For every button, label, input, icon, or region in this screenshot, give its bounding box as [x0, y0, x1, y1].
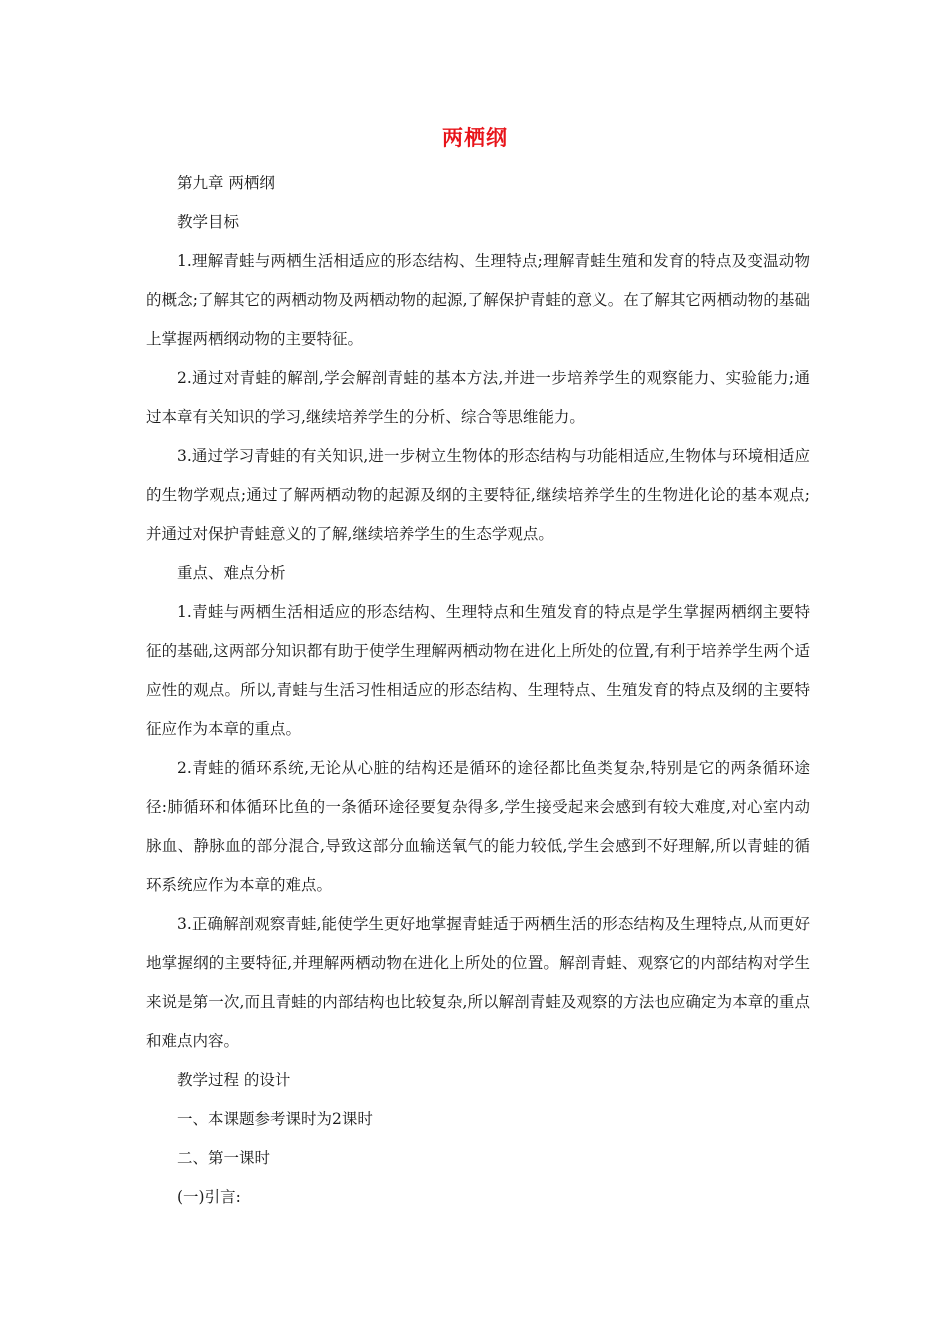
key-point-paragraph-1: 1.青蛙与两栖生活相适应的形态结构、生理特点和生殖发育的特点是学生掌握两栖纲主要特征的基础,这两部分知识都有助于使学生理解两栖动物在进化上所处的位置,有利于培养学生两个适应性的观点。所以,青蛙与生活习性相适应的形态结构、生理特点、生殖发育的特点及纲的主要特征应作为本章的重点。	[146, 603, 810, 738]
chapter-heading: 第九章 两栖纲	[177, 174, 275, 192]
key-point-paragraph-2: 2.青蛙的循环系统,无论从心脏的结构还是循环的途径都比鱼类复杂,特别是它的两条循环途径:肺循环和体循环比鱼的一条循环途径要复杂得多,学生接受起来会感到有较大难度,对心室内动脉血、静脉血的部分混合,导致这部分血输送氧气的能力较低,学生会感到不好理解,所以青蛙的循环系统应作为本章的难点。	[146, 759, 810, 894]
objective-paragraph-2: 2.通过对青蛙的解剖,学会解剖青蛙的基本方法,并进一步培养学生的观察能力、实验能力;通过本章有关知识的学习,继续培养学生的分析、综合等思维能力。	[146, 369, 810, 426]
objective-paragraph-3: 3.通过学习青蛙的有关知识,进一步树立生物体的形态结构与功能相适应,生物体与环境相适应的生物学观点;通过了解两栖动物的起源及纲的主要特征,继续培养学生的生物进化论的基本观点;并通过对保护青蛙意义的了解,继续培养学生的生态学观点。	[146, 447, 810, 543]
section-heading-process: 教学过程 的设计	[177, 1071, 291, 1089]
objective-paragraph-1: 1.理解青蛙与两栖生活相适应的形态结构、生理特点;理解青蛙生殖和发育的特点及变温动物的概念;了解其它的两栖动物及两栖动物的起源,了解保护青蛙的意义。在了解其它两栖动物的基础上掌握两栖纲动物的主要特征。	[146, 252, 810, 348]
key-point-paragraph-3: 3.正确解剖观察青蛙,能使学生更好地掌握青蛙适于两栖生活的形态结构及生理特点,从而更好地掌握纲的主要特征,并理解两栖动物在进化上所处的位置。解剖青蛙、观察它的内部结构对学生来说是第一次,而且青蛙的内部结构也比较复杂,所以解剖青蛙及观察的方法也应确定为本章的重点和难点内容。	[146, 915, 810, 1050]
process-item-1: 一、本课题参考课时为2课时	[177, 1110, 373, 1128]
document-body	[146, 164, 810, 1217]
section-heading-objectives: 教学目标	[177, 213, 240, 231]
process-item-2: 二、第一课时	[177, 1149, 271, 1167]
section-heading-key-points: 重点、难点分析	[177, 564, 286, 582]
process-item-3: (一)引言:	[177, 1188, 241, 1206]
document-title: 两栖纲	[442, 126, 508, 150]
